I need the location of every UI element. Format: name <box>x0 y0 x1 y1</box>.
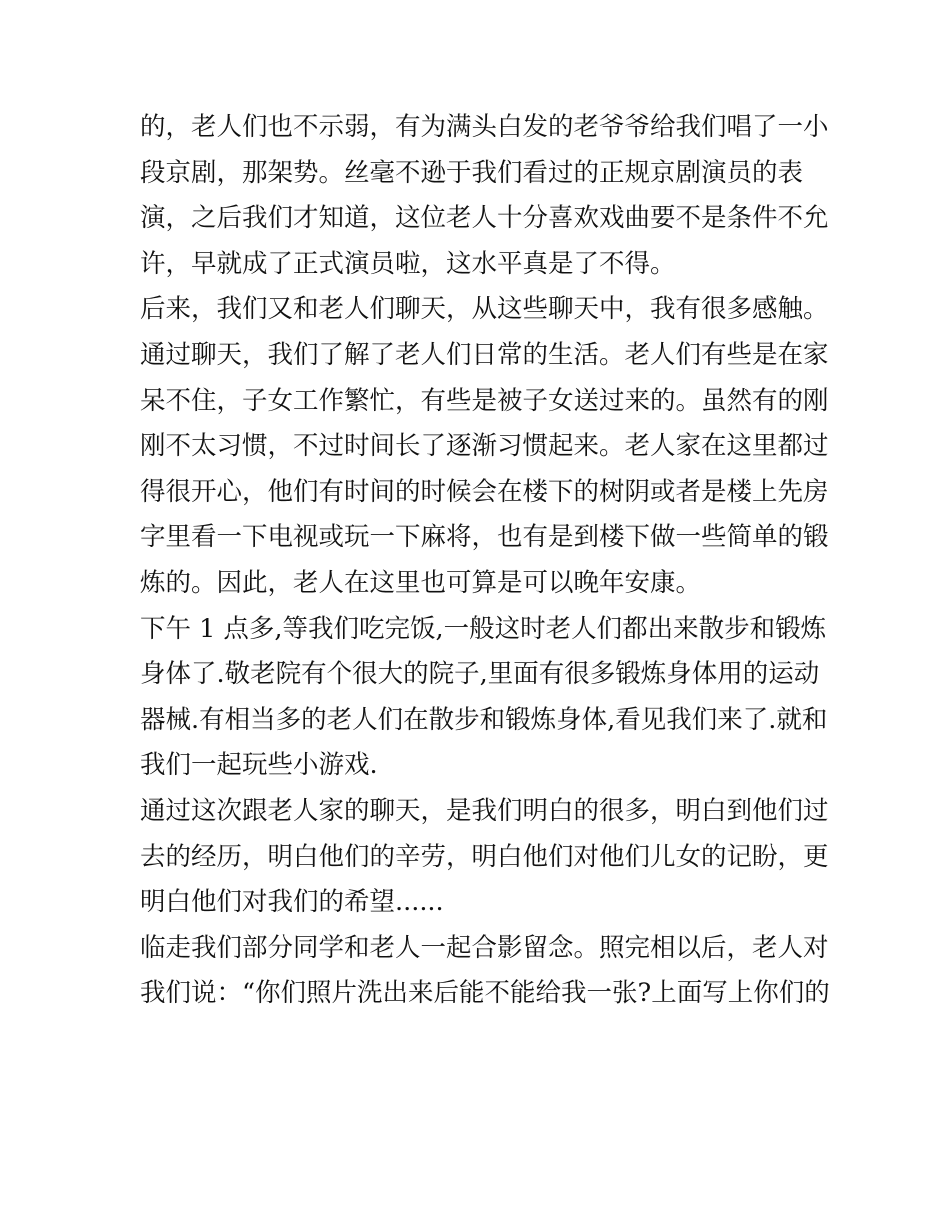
text-line: 通过这次跟老人家的聊天，是我们明白的很多，明白到他们过 <box>140 795 829 826</box>
text-line: 临走我们部分同学和老人一起合影留念。照完相以后，老人对 <box>140 932 829 963</box>
text-line: 字里看一下电视或玩一下麻将，也有是到楼下做一些简单的锻 <box>140 522 829 553</box>
text-line: 身体了.敬老院有个很大的院子,里面有很多锻炼身体用的运动 <box>140 659 820 690</box>
text-line: 许，早就成了正式演员啦，这水平真是了不得。 <box>140 248 676 279</box>
text-line: 炼的。因此，老人在这里也可算是可以晚年安康。 <box>140 567 702 598</box>
text-line: 的，老人们也不示弱，有为满头白发的老爷爷给我们唱了一小 <box>140 112 829 142</box>
text-line: 我们一起玩些小游戏. <box>140 750 378 781</box>
text-line: 去的经历，明白他们的辛劳，明白他们对他们儿女的记盼，更 <box>140 841 829 872</box>
text-line: 明白他们对我们的希望...... <box>140 887 444 918</box>
paragraph <box>140 926 830 1017</box>
paragraph <box>140 105 829 287</box>
paragraph <box>140 789 829 926</box>
document-body <box>140 105 830 1017</box>
text-line: 刚不太习惯，不过时间长了逐渐习惯起来。老人家在这里都过 <box>140 431 829 462</box>
text-line: 后来，我们又和老人们聊天，从这些聊天中，我有很多感触。 <box>140 294 829 325</box>
text-line: 我们说：“你们照片洗出来后能不能给我一张?上面写上你们的 <box>140 978 830 1009</box>
text-line: 得很开心，他们有时间的时候会在楼下的树阴或者是楼上先房 <box>140 476 829 507</box>
text-line: 呆不住，子女工作繁忙，有些是被子女送过来的。虽然有的刚 <box>140 385 829 416</box>
text-line: 器械.有相当多的老人们在散步和锻炼身体,看见我们来了.就和 <box>140 704 828 735</box>
text-line: 通过聊天，我们了解了老人们日常的生活。老人们有些是在家 <box>140 339 829 370</box>
text-line: 下午 1 点多,等我们吃完饭,一般这时老人们都出来散步和锻炼 <box>140 613 827 644</box>
text-line: 段京剧，那架势。丝毫不逊于我们看过的正规京剧演员的表 <box>140 157 804 188</box>
paragraph <box>140 607 828 789</box>
text-line: 演，之后我们才知道，这位老人十分喜欢戏曲要不是条件不允 <box>140 203 829 234</box>
paragraph <box>140 287 829 606</box>
